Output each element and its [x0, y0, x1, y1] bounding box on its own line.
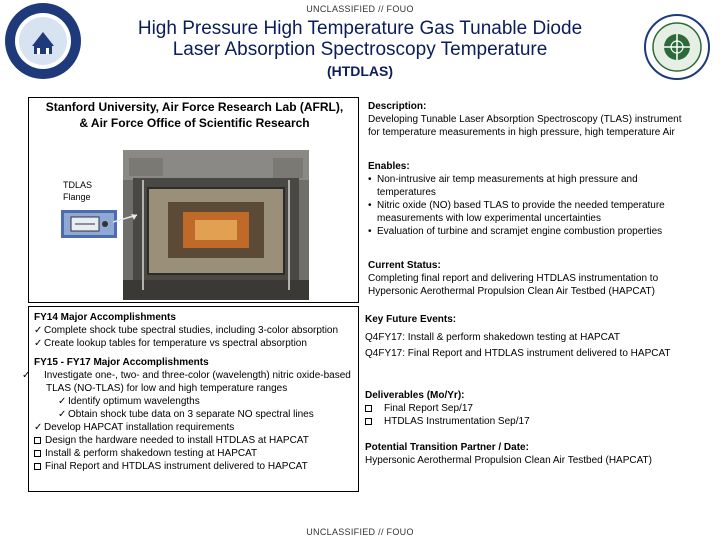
- enables-item: • Nitric oxide (NO) based TLAS to provide the needed temperature measurements with low experimental uncertainties: [368, 199, 690, 225]
- status-heading: Current Status:: [368, 260, 441, 271]
- title-acronym: (HTDLAS): [326, 63, 394, 79]
- title-line-2: Laser Absorption Spectroscopy Temperature: [172, 39, 548, 60]
- transition-text: Hypersonic Aerothermal Propulsion Clean Air Testbed (HAPCAT): [365, 455, 652, 466]
- description-section: [368, 100, 690, 139]
- enables-item: • Non-intrusive air temp measurements at high pressure and temperatures: [368, 173, 690, 199]
- status-text: Completing final report and delivering HTDLAS instrumentation to Hypersonic Aerothermal Propulsion Clean Air Testbed (HAPCAT): [368, 273, 659, 297]
- deliverables-heading: Deliverables (Mo/Yr):: [365, 390, 465, 401]
- flange-arrow: [113, 212, 143, 226]
- fy15-heading: FY15 - FY17 Major Accomplishments: [34, 357, 209, 368]
- dod-seal-logo: [4, 2, 82, 80]
- fy15-subitem: ✓ Identify optimum wavelengths: [58, 396, 200, 407]
- fy14-item: ✓ Create lookup tables for temperature vs spectral absorption: [34, 338, 307, 349]
- current-status-section: [368, 259, 690, 298]
- checkbox-icon: [34, 450, 41, 457]
- description-text: Developing Tunable Laser Absorption Spectroscopy (TLAS) instrument for temperature measurements in high pressure, high temperature Air: [368, 114, 682, 138]
- fy15-subitem: ✓ Obtain shock tube data on 3 separate NO spectral lines: [58, 409, 314, 420]
- future-item: Q4FY17: Install & perform shakedown testing at HAPCAT: [365, 332, 620, 343]
- checkbox-icon: [34, 463, 41, 470]
- flange-inset-image: [61, 210, 117, 238]
- future-heading: Key Future Events:: [365, 314, 457, 325]
- classification-top: UNCLASSIFIED // FOUO: [306, 4, 414, 14]
- fy15-item: ✓ Develop HAPCAT installation requirements: [34, 422, 235, 433]
- org-line-2: & Air Force Office of Scientific Research: [79, 116, 310, 130]
- checkbox-icon: [34, 437, 41, 444]
- test-evaluation-seal-logo: [644, 14, 710, 80]
- check-icon: ✓: [58, 409, 67, 420]
- check-icon: ✓: [34, 422, 43, 433]
- deliverables-section: [365, 389, 690, 428]
- enables-item: • Evaluation of turbine and scramjet engine combustion properties: [368, 225, 690, 238]
- deliverable-item: Final Report Sep/17: [365, 402, 690, 415]
- hardware-photo: [123, 150, 309, 300]
- check-icon: ✓: [58, 396, 67, 407]
- enables-heading: Enables:: [368, 161, 410, 172]
- program-image-panel: [28, 97, 359, 303]
- checkbox-icon: [365, 418, 372, 425]
- fy15-task: Design the hardware needed to install HTDLAS at HAPCAT: [34, 434, 353, 447]
- fy14-item: ✓ Complete shock tube spectral studies, including 3-color absorption: [34, 325, 339, 336]
- classification-bottom: UNCLASSIFIED // FOUO: [306, 527, 414, 537]
- fy15-task: Final Report and HTDLAS instrument delivered to HAPCAT: [34, 460, 353, 473]
- title-line-1: High Pressure High Temperature Gas Tunable Diode: [137, 18, 583, 39]
- check-icon: ✓: [34, 338, 43, 349]
- transition-section: [365, 441, 695, 467]
- check-icon: ✓: [22, 370, 31, 381]
- future-item: Q4FY17: Final Report and HTDLAS instrument delivered to HAPCAT: [365, 348, 671, 359]
- description-heading: Description:: [368, 101, 427, 112]
- future-events-section: [365, 312, 690, 362]
- accomplishments-panel: [22, 306, 359, 492]
- deliverable-item: HTDLAS Instrumentation Sep/17: [365, 415, 690, 428]
- transition-heading: Potential Transition Partner / Date:: [365, 442, 529, 453]
- fy15-item: ✓ Investigate one-, two- and three-color (wavelength) nitric oxide-based TLAS (NO-TLAS) for low and high temperature ranges: [22, 370, 351, 394]
- check-icon: ✓: [34, 325, 43, 336]
- checkbox-icon: [365, 405, 372, 412]
- image-label-line-1: TDLAS: [63, 180, 93, 190]
- enables-section: [368, 160, 690, 238]
- fy15-task: Install & perform shakedown testing at HAPCAT: [34, 447, 353, 460]
- fy14-heading: FY14 Major Accomplishments: [34, 312, 176, 323]
- image-label-line-2: Flange: [63, 192, 91, 202]
- org-line-1: Stanford University, Air Force Research Lab (AFRL),: [45, 100, 344, 114]
